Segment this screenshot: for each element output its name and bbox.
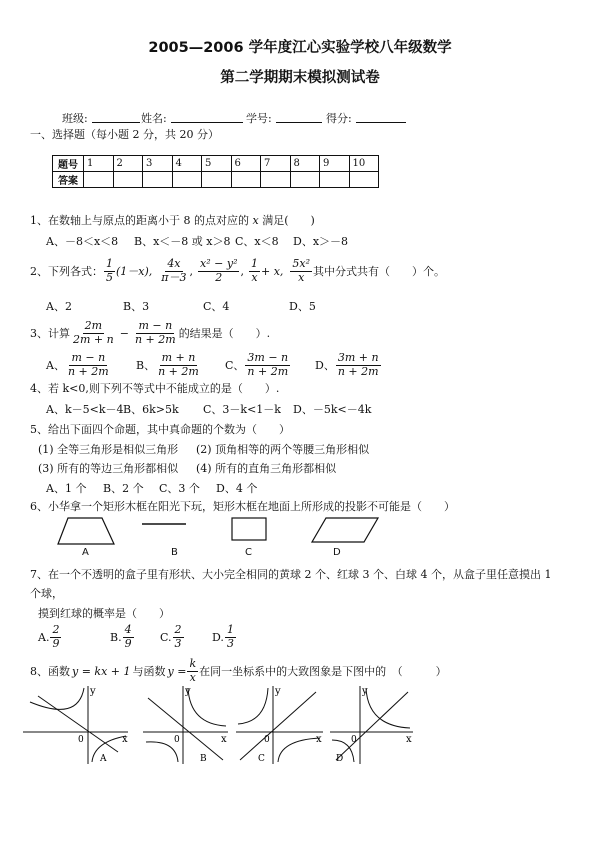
- class-label: 班级:: [62, 112, 88, 125]
- q7-c-den: 3: [174, 636, 182, 650]
- graph-a-x-label: x: [122, 734, 128, 745]
- name-label: 姓名:: [141, 112, 167, 125]
- graph-a-origin: 0: [78, 735, 84, 745]
- graph-d-origin: 0: [351, 735, 357, 745]
- table-cell: 5: [202, 156, 232, 172]
- trapezoid-shape: [58, 518, 114, 544]
- id-label: 学号:: [246, 112, 272, 125]
- q7-b-num: 4: [124, 622, 132, 636]
- q3-option-c: [225, 349, 291, 381]
- q8-stem: 8、函数: [30, 665, 70, 678]
- q4-option-a: A、k－5<k－4: [46, 403, 124, 416]
- question-1: [30, 212, 315, 228]
- q6-label-a: A: [82, 547, 89, 558]
- q3-c-den: n + 2m: [247, 364, 289, 378]
- q7-a-frac: [50, 624, 61, 650]
- q8-f2-frac: [187, 658, 198, 684]
- q2-expr-4: [249, 258, 260, 284]
- q2-e3-num: x² − y²: [200, 256, 238, 270]
- q7-b-frac: [123, 624, 134, 650]
- q7-d-frac: [225, 624, 236, 650]
- q2-stem: 2、下列各式：: [30, 265, 103, 278]
- q7-b-label: B.: [110, 630, 122, 644]
- q3-option-d: [315, 349, 382, 381]
- graph-c: [236, 686, 323, 764]
- q3-d-num: 3m + n: [337, 350, 379, 364]
- q7-a-label: A.: [38, 630, 50, 644]
- q3-frac-2: [133, 320, 178, 346]
- q8-f1: y = kx + 1: [72, 664, 131, 678]
- q3-option-b: [136, 349, 202, 381]
- q3-d-frac: [336, 352, 381, 378]
- q5-proposition-3: (3) 所有的等边三角形都相似: [38, 462, 179, 475]
- q3-b-label: B、: [136, 359, 156, 372]
- graph-d-x-label: x: [406, 734, 412, 745]
- answer-cell[interactable]: [320, 172, 350, 188]
- q7-option-a: [38, 621, 62, 653]
- q7-d-label: D.: [212, 630, 224, 644]
- q2-e4-num: 1: [250, 256, 258, 270]
- graph-b-x-label: x: [221, 734, 227, 745]
- q3-c-num: 3m − n: [247, 350, 289, 364]
- graph-a: [23, 686, 128, 764]
- table-cell: 10: [349, 156, 379, 172]
- q7-option-d: [212, 621, 237, 653]
- q1-option-c: C、x＜8: [235, 235, 279, 248]
- q4-option-c: C、3－k<1－k: [203, 403, 281, 416]
- score-label: 得分:: [326, 112, 352, 125]
- q6-label-b: B: [171, 547, 178, 558]
- table-cell: 8: [290, 156, 320, 172]
- page-title: 2005—2006 学年度江心实验学校八年级数学: [148, 40, 452, 56]
- q3-stem: 3、计算: [30, 327, 70, 340]
- answer-cell[interactable]: [290, 172, 320, 188]
- q5-proposition-2: (2) 顶角相等的两个等腰三角形相似: [196, 443, 370, 456]
- question-5: 5、给出下面四个命题，其中真命题的个数为（ ）: [30, 423, 290, 436]
- name-field[interactable]: [171, 111, 243, 123]
- q7-c-label: C.: [160, 630, 172, 644]
- graph-b-y-label: y: [185, 686, 191, 697]
- q8-graphs: [18, 682, 418, 768]
- q8-label-d: D: [336, 754, 344, 764]
- q2-e2-num: 4x: [167, 256, 181, 270]
- table-row: [53, 172, 379, 188]
- q3-d-den: n + 2m: [337, 364, 379, 378]
- q1-var: x: [252, 214, 259, 227]
- parallelogram-shape: [312, 518, 378, 542]
- graph-c-y-label: y: [275, 686, 281, 697]
- q6-label-d: D: [333, 547, 341, 558]
- table-cell: 9: [320, 156, 350, 172]
- q3-a-num: m − n: [71, 350, 106, 364]
- q2-expr-2: [159, 258, 188, 284]
- q5-proposition-1: (1) 全等三角形是相似三角形: [38, 443, 179, 456]
- q2-option-b: B、3: [123, 300, 150, 313]
- question-4: 4、若 k<0,则下列不等式中不能成立的是（ ）.: [30, 382, 280, 395]
- table-cell: 1: [84, 156, 114, 172]
- graph-d: [330, 686, 413, 764]
- table-cell: 2: [113, 156, 143, 172]
- q7-c-num: 2: [174, 622, 182, 636]
- table-row: [53, 156, 379, 172]
- q3-a-den: n + 2m: [67, 364, 109, 378]
- q2-stem-end: 其中分式共有（ ）个。: [313, 265, 446, 278]
- q8-label-c: C: [258, 754, 265, 764]
- rectangle-shape: [232, 518, 266, 540]
- q1-option-d: D、x＞－8: [293, 235, 349, 248]
- q2-e1-den: 5: [106, 270, 113, 284]
- q3-a-label: A、: [46, 359, 65, 372]
- q2-e4-tail: + x,: [260, 264, 284, 278]
- q2-e5-den: x: [298, 270, 305, 284]
- table-cell: 3: [143, 156, 173, 172]
- q8-f2-lhs: y =: [167, 664, 187, 678]
- q3-d-label: D、: [315, 359, 335, 372]
- question-6: 6、小华拿一个矩形木框在阳光下玩，矩形木框在地面上所形成的投影不可能是（ ）: [30, 500, 455, 513]
- q7-d-num: 1: [226, 622, 234, 636]
- q2-e2-sep: ,: [189, 264, 194, 278]
- question-7-cont: 个球，: [30, 587, 63, 600]
- q3-f1-den: 2m + n: [73, 332, 114, 346]
- q5-option-d: D、4 个: [216, 482, 258, 495]
- q3-minus: −: [119, 326, 129, 340]
- id-field[interactable]: [276, 111, 322, 123]
- q3-b-frac: [156, 352, 201, 378]
- q5-proposition-4: (4) 所有的直角三角形都相似: [196, 462, 337, 475]
- q8-label-a: A: [100, 754, 107, 764]
- q3-c-frac: [245, 352, 290, 378]
- q1-stem: 1、在数轴上与原点的距离小于 8 的点对应的: [30, 214, 249, 227]
- q8-label-b: B: [200, 754, 207, 764]
- score-field[interactable]: [356, 111, 406, 123]
- q7-a-num: 2: [52, 622, 60, 636]
- answer-cell[interactable]: [202, 172, 232, 188]
- q3-f1-num: 2m: [84, 318, 103, 332]
- q3-option-a: [46, 349, 112, 381]
- q2-e3-den: 2: [215, 270, 223, 284]
- q7-a-den: 9: [52, 636, 60, 650]
- answer-cell[interactable]: [261, 172, 291, 188]
- answer-table: [52, 155, 379, 188]
- answer-cell[interactable]: [231, 172, 261, 188]
- q5-option-b: B、2 个: [103, 482, 144, 495]
- graph-c-origin: 0: [264, 735, 270, 745]
- table-cell: 7: [261, 156, 291, 172]
- q2-e5-num: 5x²: [292, 256, 311, 270]
- graph-b: [143, 686, 228, 764]
- q8-mid: 与函数: [132, 665, 166, 678]
- q3-stem-end: 的结果是（ ）.: [178, 327, 271, 340]
- q2-e2-den: π－3: [161, 270, 187, 284]
- q3-c-label: C、: [225, 359, 245, 372]
- question-3: [30, 316, 270, 350]
- class-field[interactable]: [92, 111, 140, 123]
- answer-cell[interactable]: [349, 172, 379, 188]
- q2-e3-sep: ,: [240, 264, 244, 278]
- q3-f2-num: m − n: [138, 318, 173, 332]
- table-cell: 4: [172, 156, 202, 172]
- answer-cell[interactable]: [113, 172, 143, 188]
- q2-e4-den: x: [251, 270, 258, 284]
- graph-c-x-label: x: [316, 734, 322, 745]
- q8-f2-num: k: [189, 656, 197, 670]
- q6-label-c: C: [245, 547, 252, 558]
- q7-c-frac: [173, 624, 184, 650]
- q1-option-a: A、－8＜x＜8: [46, 235, 119, 248]
- q3-b-den: n + 2m: [158, 364, 199, 378]
- q2-expr-1: [104, 258, 115, 284]
- question-7-stem2: 摸到红球的概率是（ ）: [38, 607, 170, 620]
- answer-cell[interactable]: [84, 172, 114, 188]
- table-header-number: 题号: [53, 156, 84, 172]
- q8-stem-end: 在同一坐标系中的大致图象是下图中的 （ ）: [199, 665, 447, 678]
- q1-option-b: B、x＜－8 或 x＞8: [134, 235, 231, 248]
- q7-option-c: [160, 621, 185, 653]
- q5-option-c: C、3 个: [159, 482, 200, 495]
- q2-option-c: C、4: [203, 300, 230, 313]
- q3-f2-den: n + 2m: [134, 332, 176, 346]
- graph-b-origin: 0: [174, 735, 180, 745]
- q3-a-frac: [66, 352, 111, 378]
- q6-shapes: [40, 510, 380, 558]
- q7-d-den: 3: [226, 636, 234, 650]
- q4-option-d: D、－5k<－4k: [293, 403, 372, 416]
- table-cell: 6: [231, 156, 261, 172]
- q4-option-b: B、6k>5k: [123, 403, 179, 416]
- q7-b-den: 9: [124, 636, 132, 650]
- answer-cell[interactable]: [143, 172, 173, 188]
- q2-e1-tail: (1－x),: [116, 265, 153, 278]
- q2-e1-num: 1: [106, 256, 113, 270]
- answer-cell[interactable]: [172, 172, 202, 188]
- q3-b-num: m + n: [161, 350, 196, 364]
- q1-stem-end: 满足( ): [262, 214, 315, 227]
- q5-option-a: A、1 个: [46, 482, 87, 495]
- q2-option-d: D、5: [289, 300, 316, 313]
- q3-frac-1: [71, 320, 116, 346]
- page-subtitle: 第二学期期末模拟测试卷: [220, 70, 380, 86]
- graph-a-y-label: y: [90, 686, 96, 697]
- q2-expr-3: [198, 258, 239, 284]
- q8-f2-den: x: [189, 670, 196, 684]
- table-header-answer: 答案: [53, 172, 84, 188]
- graph-d-y-label: y: [362, 686, 368, 697]
- q2-option-a: A、2: [46, 300, 72, 313]
- section-heading: 一、选择题（每小题 2 分，共 20 分）: [30, 128, 219, 141]
- question-2: [30, 254, 445, 288]
- q7-option-b: [110, 621, 135, 653]
- q2-expr-5: [290, 258, 312, 284]
- question-7: 7、在一个不透明的盒子里有形状、大小完全相同的黄球 2 个、红球 3 个、白球 4 个，从盒子里任意摸出 1: [30, 568, 552, 581]
